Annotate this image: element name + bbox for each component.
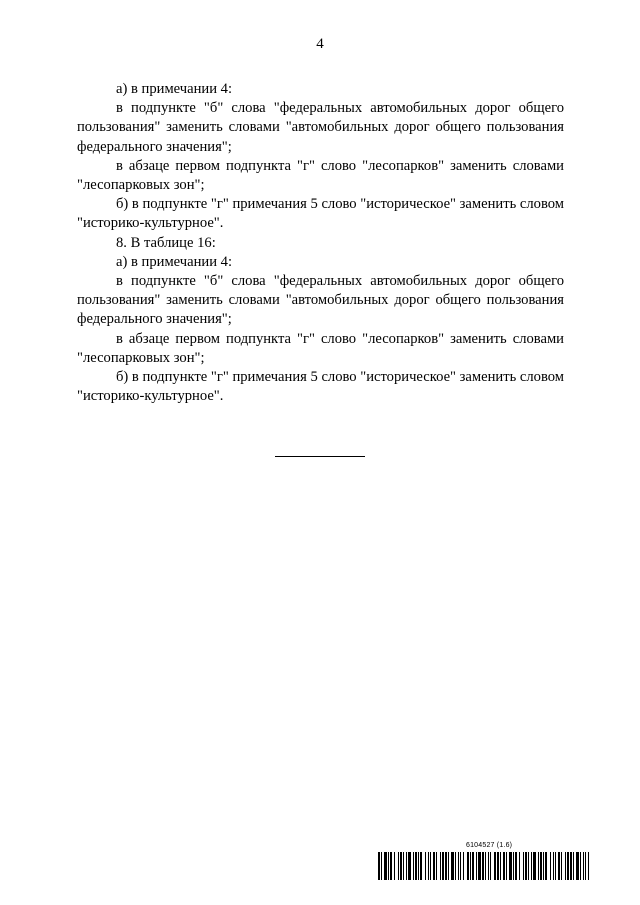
- document-code: 6104527 (1.6): [466, 842, 513, 849]
- paragraph: а) в примечании 4:: [116, 253, 233, 270]
- page-number: 4: [316, 36, 324, 52]
- paragraph: 8. В таблице 16:: [116, 234, 216, 251]
- paragraph: в абзаце первом подпункта "г" слово "лесопарков" заменить словами "лесопарковых зон";: [77, 330, 564, 366]
- paragraph: а) в примечании 4:: [116, 81, 233, 97]
- paragraph: в абзаце первом подпункта "г" слово "лесопарков" заменить словами "лесопарковых зон";: [77, 157, 564, 194]
- barcode-image: [378, 852, 590, 880]
- document-body: [77, 80, 564, 406]
- paragraph: в подпункте "б" слова "федеральных автомобильных дорог общего пользования" заменить словами "автомобильных дорог общего пользования федерального значения";: [77, 100, 564, 155]
- end-divider-line: [275, 456, 365, 457]
- paragraph: б) в подпункте "г" примечания 5 слово "историческое" заменить словом "историко-культурное".: [77, 369, 565, 405]
- paragraph: в подпункте "б" слова "федеральных автомобильных дорог общего пользования" заменить словами "автомобильных дорог общего пользования федерального значения";: [77, 273, 564, 328]
- paragraph: б) в подпункте "г" примечания 5 слово "историческое" заменить словом "историко-культурное".: [77, 196, 565, 232]
